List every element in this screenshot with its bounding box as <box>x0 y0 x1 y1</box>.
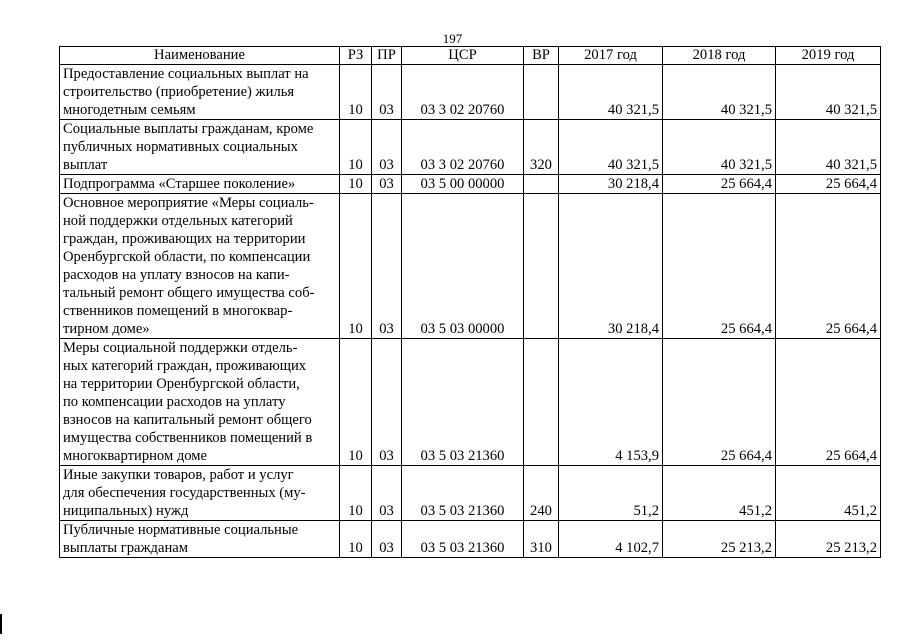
row-2019: 25 213,2 <box>776 521 881 558</box>
row-name-line: Подпрограмма «Старшее поколение» <box>63 176 296 192</box>
row-2017: 4 102,7 <box>559 521 663 558</box>
header-pr: ПР <box>372 47 402 65</box>
header-2018: 2018 год <box>663 47 776 65</box>
row-2018: 25 664,4 <box>663 175 776 194</box>
row-2017: 51,2 <box>559 466 663 521</box>
scan-edge-mark <box>0 614 2 634</box>
row-rz: 10 <box>340 120 372 175</box>
row-name-line: по компенсации расходов на уплату <box>63 394 286 410</box>
row-name-line: Меры социальной поддержки отдель- <box>63 340 298 356</box>
header-2017: 2017 год <box>559 47 663 65</box>
row-2018: 40 321,5 <box>663 120 776 175</box>
row-name-line: ниципальных) нужд <box>63 503 189 519</box>
row-csr: 03 5 03 00000 <box>402 194 524 339</box>
row-2017: 40 321,5 <box>559 65 663 120</box>
row-rz: 10 <box>340 194 372 339</box>
table-row <box>60 120 881 175</box>
row-2018: 40 321,5 <box>663 65 776 120</box>
row-2017: 30 218,4 <box>559 175 663 194</box>
row-rz: 10 <box>340 521 372 558</box>
row-pr: 03 <box>372 65 402 120</box>
row-rz: 10 <box>340 466 372 521</box>
row-2019: 25 664,4 <box>776 339 881 466</box>
row-rz: 10 <box>340 175 372 194</box>
budget-table <box>59 46 881 558</box>
row-vr: 240 <box>524 466 559 521</box>
table-row <box>60 65 881 120</box>
row-vr <box>524 65 559 120</box>
row-name-line: многоквартирном доме <box>63 448 207 464</box>
row-name-line: публичных нормативных социальных <box>63 139 298 155</box>
row-name <box>60 466 340 521</box>
row-2019: 40 321,5 <box>776 120 881 175</box>
row-2019: 40 321,5 <box>776 65 881 120</box>
row-name-line: граждан, проживающих на территории <box>63 231 306 247</box>
row-name-line: для обеспечения государственных (му- <box>63 485 306 501</box>
header-name: Наименование <box>60 47 340 65</box>
table-row <box>60 175 881 194</box>
row-csr: 03 5 03 21360 <box>402 466 524 521</box>
row-2017: 30 218,4 <box>559 194 663 339</box>
header-rz: РЗ <box>340 47 372 65</box>
row-vr <box>524 175 559 194</box>
row-2019: 451,2 <box>776 466 881 521</box>
row-name-line: ной поддержки отдельных категорий <box>63 213 293 229</box>
row-pr: 03 <box>372 466 402 521</box>
table-row <box>60 194 881 339</box>
row-pr: 03 <box>372 175 402 194</box>
row-name-line: ных категорий граждан, проживающих <box>63 358 307 374</box>
row-pr: 03 <box>372 339 402 466</box>
row-name-line: выплат <box>63 157 108 173</box>
row-csr: 03 5 03 21360 <box>402 339 524 466</box>
row-name-line: ственников помещений в многоквар- <box>63 303 293 319</box>
row-name <box>60 339 340 466</box>
row-csr: 03 5 03 21360 <box>402 521 524 558</box>
row-name-line: расходов на уплату взносов на капи- <box>63 267 290 283</box>
table-row <box>60 521 881 558</box>
table-row <box>60 339 881 466</box>
row-name <box>60 175 340 194</box>
row-vr <box>524 339 559 466</box>
row-name <box>60 65 340 120</box>
row-rz: 10 <box>340 65 372 120</box>
row-name-line: многодетным семьям <box>63 102 196 118</box>
row-2019: 25 664,4 <box>776 175 881 194</box>
row-name-line: Публичные нормативные социальные <box>63 522 299 538</box>
row-name <box>60 521 340 558</box>
row-name-line: на территории Оренбургской области, <box>63 376 300 392</box>
header-row <box>60 47 881 65</box>
row-2018: 25 664,4 <box>663 194 776 339</box>
row-2017: 4 153,9 <box>559 339 663 466</box>
row-name-line: Предоставление социальных выплат на <box>63 66 309 82</box>
row-2018: 25 664,4 <box>663 339 776 466</box>
row-vr <box>524 194 559 339</box>
page-number: 197 <box>442 31 463 46</box>
row-name-line: выплаты гражданам <box>63 540 188 556</box>
row-name-line: Социальные выплаты гражданам, кроме <box>63 121 314 137</box>
row-name-line: тальный ремонт общего имущества соб- <box>63 285 315 301</box>
header-2019: 2019 год <box>776 47 881 65</box>
row-2017: 40 321,5 <box>559 120 663 175</box>
row-pr: 03 <box>372 194 402 339</box>
header-vr: ВР <box>524 47 559 65</box>
row-name <box>60 194 340 339</box>
row-name-line: тирном доме» <box>63 321 150 337</box>
row-pr: 03 <box>372 521 402 558</box>
row-rz: 10 <box>340 339 372 466</box>
row-name-line: Иные закупки товаров, работ и услуг <box>63 467 294 483</box>
row-vr: 310 <box>524 521 559 558</box>
header-csr: ЦСР <box>402 47 524 65</box>
row-csr: 03 3 02 20760 <box>402 120 524 175</box>
table-row <box>60 466 881 521</box>
row-name <box>60 120 340 175</box>
row-name-line: Оренбургской области, по компенсации <box>63 249 311 265</box>
row-name-line: взносов на капитальный ремонт общего <box>63 412 312 428</box>
row-vr: 320 <box>524 120 559 175</box>
row-name-line: Основное мероприятие «Меры социаль- <box>63 195 314 211</box>
row-name-line: строительство (приобретение) жилья <box>63 84 295 100</box>
row-csr: 03 5 00 00000 <box>402 175 524 194</box>
row-name-line: имущества собственников помещений в <box>63 430 313 446</box>
row-2019: 25 664,4 <box>776 194 881 339</box>
row-csr: 03 3 02 20760 <box>402 65 524 120</box>
row-2018: 451,2 <box>663 466 776 521</box>
row-2018: 25 213,2 <box>663 521 776 558</box>
row-pr: 03 <box>372 120 402 175</box>
